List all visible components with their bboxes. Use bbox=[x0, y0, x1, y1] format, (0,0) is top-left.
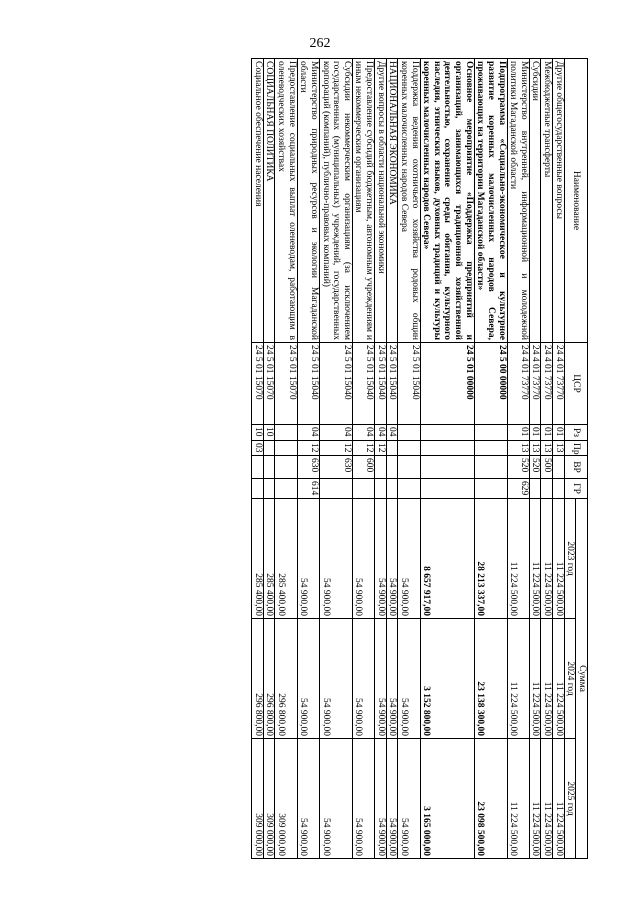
cell-name: Предоставление субсидий бюджетным, автономным учреждениям и иным некоммерческим организациям bbox=[352, 59, 374, 343]
cell-vr bbox=[252, 456, 264, 479]
cell-name: Другие вопросы в области национальной экономики bbox=[375, 59, 387, 343]
cell-vr: 520 bbox=[529, 456, 541, 479]
cell-rz: 01 bbox=[541, 425, 553, 441]
budget-table-rotated bbox=[116, 58, 588, 858]
cell-gr bbox=[474, 479, 507, 499]
cell-vr bbox=[474, 456, 507, 479]
cell-name: Субсидии bbox=[529, 59, 541, 343]
cell-y2025: 54 900,00 bbox=[352, 739, 374, 859]
cell-y2024: 54 900,00 bbox=[386, 619, 398, 739]
cell-vr: 630 bbox=[297, 456, 319, 479]
cell-rz: 10 bbox=[263, 425, 275, 441]
cell-csr: 24 5 01 15070 bbox=[263, 343, 275, 425]
table-row bbox=[375, 59, 387, 859]
cell-vr: 600 bbox=[352, 456, 374, 479]
cell-rz: 01 bbox=[529, 425, 541, 441]
cell-csr: 24 4 01 73770 bbox=[507, 343, 529, 425]
header-csr: ЦСР bbox=[564, 343, 587, 425]
table-row bbox=[553, 59, 565, 859]
cell-csr: 24 5 01 15040 bbox=[320, 343, 353, 425]
cell-rz: 04 bbox=[352, 425, 374, 441]
cell-y2023: 11 224 500,00 bbox=[553, 499, 565, 619]
cell-y2025: 54 900,00 bbox=[375, 739, 387, 859]
cell-y2024: 11 224 500,00 bbox=[553, 619, 565, 739]
cell-y2024: 296 800,00 bbox=[275, 619, 297, 739]
cell-gr: 629 bbox=[507, 479, 529, 499]
cell-name: Социальное обеспечение населения bbox=[252, 59, 264, 343]
cell-y2023: 285 400,00 bbox=[252, 499, 264, 619]
cell-name: СОЦИАЛЬНАЯ ПОЛИТИКА bbox=[263, 59, 275, 343]
cell-y2025: 54 900,00 bbox=[398, 739, 420, 859]
cell-y2023: 54 900,00 bbox=[352, 499, 374, 619]
cell-pr: 12 bbox=[352, 441, 374, 456]
header-2024: 2024 год bbox=[564, 619, 576, 739]
cell-rz bbox=[420, 425, 474, 441]
cell-y2025: 23 098 500,00 bbox=[474, 739, 507, 859]
cell-pr bbox=[386, 441, 398, 456]
cell-y2024: 54 900,00 bbox=[320, 619, 353, 739]
cell-name: Субсидии некоммерческим организациям (за исключением государственных (муниципальных) учреждений, государственных корпораций (компаний), публично-правовых компаний) bbox=[320, 59, 353, 343]
cell-y2023: 54 900,00 bbox=[320, 499, 353, 619]
cell-rz bbox=[474, 425, 507, 441]
cell-name: Подпрограмма «Социально-экономическое и культурное развитие коренных малочисленных народов Севера, проживающих на территории Магаданской области» bbox=[474, 59, 507, 343]
cell-y2023: 11 224 500,00 bbox=[529, 499, 541, 619]
cell-y2025: 11 224 500,00 bbox=[529, 739, 541, 859]
cell-csr: 24 5 01 15040 bbox=[386, 343, 398, 425]
table-row bbox=[275, 59, 297, 859]
table-row bbox=[386, 59, 398, 859]
cell-y2025: 309 000,00 bbox=[263, 739, 275, 859]
cell-pr bbox=[474, 441, 507, 456]
cell-gr bbox=[320, 479, 353, 499]
cell-vr bbox=[553, 456, 565, 479]
cell-csr: 24 5 01 15040 bbox=[297, 343, 319, 425]
cell-rz bbox=[275, 425, 297, 441]
cell-gr bbox=[386, 479, 398, 499]
cell-y2023: 285 400,00 bbox=[263, 499, 275, 619]
cell-name: Межбюджетные трансферты bbox=[541, 59, 553, 343]
cell-y2025: 54 900,00 bbox=[320, 739, 353, 859]
cell-name: Другие общегосударственные вопросы bbox=[553, 59, 565, 343]
header-name: Наименование bbox=[564, 59, 587, 343]
cell-pr bbox=[275, 441, 297, 456]
cell-rz: 04 bbox=[297, 425, 319, 441]
cell-y2025: 309 000,00 bbox=[275, 739, 297, 859]
cell-name: Министерство природных ресурсов и экологии Магаданской области bbox=[297, 59, 319, 343]
cell-csr: 24 5 00 00000 bbox=[474, 343, 507, 425]
header-sum: Сумма bbox=[576, 499, 588, 859]
cell-rz: 04 bbox=[375, 425, 387, 441]
cell-csr: 24 5 01 15040 bbox=[398, 343, 420, 425]
cell-gr: 614 bbox=[297, 479, 319, 499]
cell-name: Предоставление социальных выплат оленеводам, работающим в оленеводческих хозяйствах bbox=[275, 59, 297, 343]
cell-y2024: 296 800,00 bbox=[252, 619, 264, 739]
cell-csr: 24 4 01 73770 bbox=[553, 343, 565, 425]
cell-y2024: 11 224 500,00 bbox=[507, 619, 529, 739]
cell-gr bbox=[541, 479, 553, 499]
cell-gr bbox=[398, 479, 420, 499]
cell-y2024: 11 224 500,00 bbox=[529, 619, 541, 739]
cell-rz: 01 bbox=[553, 425, 565, 441]
cell-y2025: 11 224 500,00 bbox=[507, 739, 529, 859]
header-2025: 2025 год bbox=[564, 739, 576, 859]
header-pr: Пр bbox=[564, 441, 587, 456]
table-row bbox=[320, 59, 353, 859]
table-row bbox=[263, 59, 275, 859]
cell-csr: 24 5 01 15070 bbox=[252, 343, 264, 425]
cell-gr bbox=[529, 479, 541, 499]
cell-y2024: 54 900,00 bbox=[398, 619, 420, 739]
cell-rz: 04 bbox=[320, 425, 353, 441]
cell-vr bbox=[386, 456, 398, 479]
cell-csr: 24 4 01 73770 bbox=[541, 343, 553, 425]
cell-rz bbox=[398, 425, 420, 441]
cell-y2024: 11 224 500,00 bbox=[541, 619, 553, 739]
cell-csr: 24 4 01 73770 bbox=[529, 343, 541, 425]
table-row bbox=[529, 59, 541, 859]
table-row bbox=[420, 59, 474, 859]
cell-rz: 10 bbox=[252, 425, 264, 441]
cell-name: Основное мероприятие «Поддержка предприятий и организаций, занимающихся традиционной хозяйственной деятельностью, сохранение среды обитания, культурного наследия, этнических языков, духовных традиций и культуры коренных малочисленных народов Севера» bbox=[420, 59, 474, 343]
cell-vr bbox=[275, 456, 297, 479]
table-row bbox=[352, 59, 374, 859]
cell-y2025: 54 900,00 bbox=[297, 739, 319, 859]
cell-pr: 03 bbox=[252, 441, 264, 456]
cell-pr: 12 bbox=[375, 441, 387, 456]
cell-y2024: 23 138 300,00 bbox=[474, 619, 507, 739]
cell-rz: 01 bbox=[507, 425, 529, 441]
table-body bbox=[252, 59, 565, 859]
cell-pr bbox=[263, 441, 275, 456]
cell-rz: 04 bbox=[386, 425, 398, 441]
page-number: 262 bbox=[309, 36, 331, 51]
cell-y2023: 11 224 500,00 bbox=[507, 499, 529, 619]
cell-vr bbox=[420, 456, 474, 479]
cell-pr: 12 bbox=[297, 441, 319, 456]
cell-y2025: 54 900,00 bbox=[386, 739, 398, 859]
table-row bbox=[474, 59, 507, 859]
table-row bbox=[398, 59, 420, 859]
cell-y2023: 8 657 917,00 bbox=[420, 499, 474, 619]
table-row bbox=[541, 59, 553, 859]
cell-pr: 13 bbox=[541, 441, 553, 456]
cell-name: Поддержка ведения охотничьего хозяйства родовых общин коренных малочисленных народов Севера bbox=[398, 59, 420, 343]
cell-gr bbox=[420, 479, 474, 499]
cell-y2025: 11 224 500,00 bbox=[541, 739, 553, 859]
cell-y2024: 54 900,00 bbox=[297, 619, 319, 739]
cell-y2023: 54 900,00 bbox=[297, 499, 319, 619]
cell-pr: 13 bbox=[553, 441, 565, 456]
cell-y2025: 309 000,00 bbox=[252, 739, 264, 859]
cell-name: НАЦИОНАЛЬНАЯ ЭКОНОМИКА bbox=[386, 59, 398, 343]
cell-pr bbox=[398, 441, 420, 456]
cell-name: Министерство внутренней, информационной и молодежной политики Магаданской области bbox=[507, 59, 529, 343]
cell-pr: 13 bbox=[507, 441, 529, 456]
header-gr: ГР bbox=[564, 479, 587, 499]
cell-pr: 13 bbox=[529, 441, 541, 456]
cell-y2024: 54 900,00 bbox=[375, 619, 387, 739]
cell-vr bbox=[398, 456, 420, 479]
cell-pr bbox=[420, 441, 474, 456]
cell-csr: 24 5 01 00000 bbox=[420, 343, 474, 425]
header-vr: ВР bbox=[564, 456, 587, 479]
cell-vr bbox=[375, 456, 387, 479]
cell-y2023: 11 224 500,00 bbox=[541, 499, 553, 619]
cell-csr: 24 5 01 15040 bbox=[352, 343, 374, 425]
table-row bbox=[252, 59, 264, 859]
table-row bbox=[507, 59, 529, 859]
cell-y2024: 3 152 800,00 bbox=[420, 619, 474, 739]
header-2023: 2023 год bbox=[564, 499, 576, 619]
cell-gr bbox=[375, 479, 387, 499]
table-row bbox=[297, 59, 319, 859]
cell-y2023: 54 900,00 bbox=[375, 499, 387, 619]
cell-gr bbox=[263, 479, 275, 499]
cell-y2023: 54 900,00 bbox=[398, 499, 420, 619]
cell-y2023: 285 400,00 bbox=[275, 499, 297, 619]
cell-gr bbox=[553, 479, 565, 499]
cell-gr bbox=[275, 479, 297, 499]
cell-gr bbox=[252, 479, 264, 499]
cell-y2023: 28 213 337,00 bbox=[474, 499, 507, 619]
cell-pr: 12 bbox=[320, 441, 353, 456]
cell-vr: 500 bbox=[541, 456, 553, 479]
cell-vr: 520 bbox=[507, 456, 529, 479]
cell-y2024: 54 900,00 bbox=[352, 619, 374, 739]
cell-csr: 24 5 01 15070 bbox=[275, 343, 297, 425]
cell-vr bbox=[263, 456, 275, 479]
cell-y2023: 54 900,00 bbox=[386, 499, 398, 619]
header-rz: Рз bbox=[564, 425, 587, 441]
cell-csr: 24 5 01 15040 bbox=[375, 343, 387, 425]
cell-y2025: 11 224 500,00 bbox=[553, 739, 565, 859]
cell-y2024: 296 800,00 bbox=[263, 619, 275, 739]
cell-gr bbox=[352, 479, 374, 499]
cell-vr: 630 bbox=[320, 456, 353, 479]
budget-table bbox=[251, 58, 588, 859]
cell-y2025: 3 165 000,00 bbox=[420, 739, 474, 859]
